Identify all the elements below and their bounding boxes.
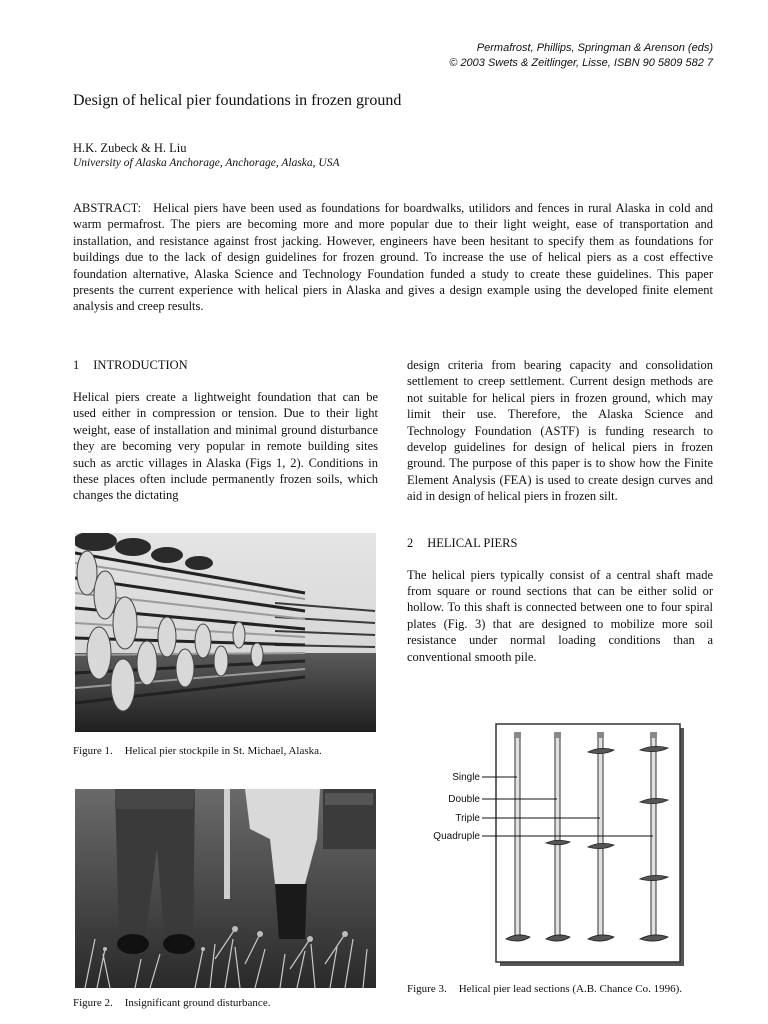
abstract [73,200,713,315]
figure-1-photo [75,533,376,732]
figure-2-caption [73,996,383,1011]
right-column [407,357,713,665]
figure-3-diagram [418,722,688,970]
publication-editors: Permafrost, Phillips, Springman & Arenson (eds) [476,42,713,54]
paper-authors: H.K. Zubeck & H. Liu [73,141,187,155]
publication-copyright: © 2003 Swets & Zeitlinger, Lisse, ISBN 90 5809 582 7 [449,57,713,69]
publication-info [293,41,713,71]
figure-2-caption-text: Insignificant ground disturbance. [124,997,271,1009]
figure-1-caption [73,744,383,759]
figure-1-caption-text: Helical pier stockpile in St. Michael, Alaska. [124,745,322,757]
paper-title: Design of helical pier foundations in frozen ground [73,92,402,109]
section-title: HELICAL PIERS [427,535,518,550]
figure-3-label-double: Double [448,794,480,805]
left-column [73,357,378,504]
introduction-paragraph: Helical piers create a lightweight foundation that can be used either in compression or tension. Due to their light weight, ease of installation and minimal ground disturbance they are becoming very popular in remote building sites such as arctic villages in Alaska (Figs 1, 2). Conditions in these places often include permanently frozen soils, which changes the dictating [73,390,378,503]
abstract-label: ABSTRACT: [73,201,142,215]
section-heading-introduction [73,357,378,373]
section-number: 1 [73,358,80,372]
section-title: INTRODUCTION [93,358,188,372]
figure-3-label: Figure 3. [407,983,447,995]
abstract-text: Helical piers have been used as foundations for boardwalks, utilidors and fences in rural Alaska in cold and warm permafrost. The piers are becoming more and more popular due to their light weight, ease of transportation and installation, and resistance against frost jacking. However, engineers have been hesitant to specify them as foundations for buildings due to the lack of design guidelines for frozen ground. To increase the use of helical piers as a cost effective foundation alternative, Alaska Science and Technology Foundation funded a study to create these guidelines. This paper presents the current experience with helical piers in Alaska and gives a design example using the developed finite element analysis and creep results. [73,201,713,314]
figure-3-caption-text: Helical pier lead sections (A.B. Chance Co. 1996). [458,983,683,995]
figure-3-label-quadruple: Quadruple [433,831,480,842]
figure-2-photo [75,789,376,988]
helical-piers-paragraph: The helical piers typically consist of a central shaft made from square or round sections that can be either solid or hollow. To this shaft is connected between one to four spiral plates (Fig. 3) that are designed to mobilize more soil resistance under normal loading conditions than a conventional smooth pile. [407,567,713,664]
section-number: 2 [407,535,414,550]
figure-3-caption [407,982,713,997]
figure-3-label-triple: Triple [455,813,480,824]
figure-1-label: Figure 1. [73,745,113,757]
section-heading-helical-piers [407,535,713,551]
author-affiliation: University of Alaska Anchorage, Anchorage, Alaska, USA [73,157,340,169]
introduction-paragraph-continued: design criteria from bearing capacity and consolidation settlement to creep settlement. Current design methods are not suitable for helical piers in frozen ground, which may limit their use. Therefore, the Alaska Science and Technology Foundation (ASTF) is funding research to develop guidelines for design of helical piers in frozen ground. The purpose of this paper is to show how the Finite Element Analysis (FEA) is used to create design curves and aid in design of helical piers in frozen silt. [407,358,713,504]
figure-3-label-single: Single [452,772,480,783]
figure-2-label: Figure 2. [73,997,113,1009]
